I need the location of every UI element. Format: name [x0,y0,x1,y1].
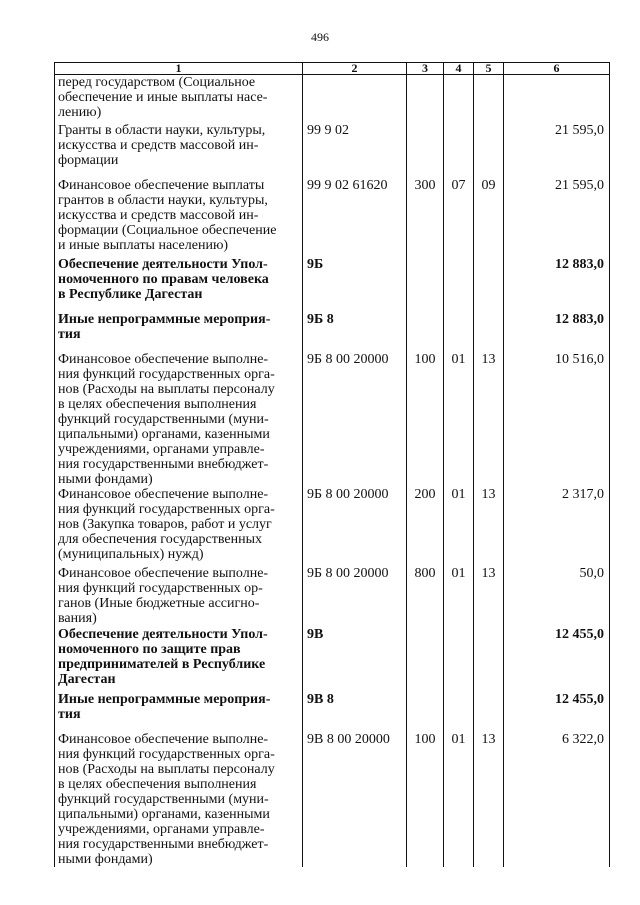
expense-type-cell [407,257,444,312]
amount-cell: 2 317,0 [504,487,610,566]
expense-name-line: в целях обеспечения выполнения [58,396,257,412]
expense-name-line: предпринимателей в Республике [58,656,266,672]
expense-type-cell: 100 [407,352,444,487]
subsection-cell: 13 [474,352,504,487]
budget-code-cell [303,75,407,123]
expense-name-line: ния функций государственных орга- [58,746,275,762]
column-header-1: 1 [55,63,303,75]
expense-name-cell [55,566,303,627]
table-row [55,178,610,257]
amount-cell [504,75,610,123]
expense-name-line: ния функций государственных ор- [58,580,263,596]
expense-name-line: учреждениями, органами управле- [58,821,265,837]
expense-name-line: ния государственными внебюджет- [58,456,269,472]
budget-code-cell: 9Б 8 00 20000 [303,352,407,487]
amount-cell: 12 455,0 [504,627,610,692]
column-header-2: 2 [303,63,407,75]
table-row [55,75,610,123]
section-cell: 01 [444,566,474,627]
expense-name-line: ными фондами) [58,471,153,487]
section-cell: 01 [444,352,474,487]
expense-name-line: грантов в области науки, культуры, [58,192,268,208]
expense-name-line: тия [58,326,81,342]
expense-name-line: Иные непрограммные мероприя- [58,311,271,327]
expense-name-cell [55,352,303,487]
expense-name-line: Иные непрограммные мероприя- [58,691,271,707]
expense-name-line: Обеспечение деятельности Упол- [58,626,268,642]
column-header-3: 3 [407,63,444,75]
subsection-cell: 13 [474,566,504,627]
expense-name-line: Финансовое обеспечение выполне- [58,486,269,502]
expense-name-line: (муниципальных) нужд) [58,546,204,562]
table-row [55,123,610,178]
table-row [55,566,610,627]
budget-code-cell: 9В [303,627,407,692]
section-cell [444,123,474,178]
expense-name-line: Финансовое обеспечение выполне- [58,565,269,581]
section-cell [444,75,474,123]
expense-name-cell [55,627,303,692]
expense-name-line: в целях обеспечения выполнения [58,776,257,792]
table-header-row [55,63,610,75]
table-row [55,627,610,692]
expense-name-cell [55,75,303,123]
page-number: 496 [311,30,329,44]
expense-name-line: ципальными) органами, казенными [58,806,270,822]
subsection-cell [474,75,504,123]
budget-code-cell: 9В 8 [303,692,407,732]
expense-name-line: учреждениями, органами управле- [58,441,265,457]
expense-name-line: функций государственными (муни- [58,411,269,427]
expense-name-line: нов (Расходы на выплаты персоналу [58,761,275,777]
expense-name-cell [55,732,303,867]
amount-cell: 6 322,0 [504,732,610,867]
expense-type-cell [407,75,444,123]
expense-name-cell [55,487,303,566]
expense-name-line: ципальными) органами, казенными [58,426,270,442]
table-row [55,257,610,312]
budget-table-body [55,75,610,867]
subsection-cell [474,312,504,352]
expense-name-line: ния государственными внебюджет- [58,836,269,852]
expense-name-line: вания) [58,610,97,626]
subsection-cell [474,257,504,312]
expense-name-line: номоченного по правам человека [58,271,269,287]
expense-type-cell: 300 [407,178,444,257]
expense-name-cell [55,312,303,352]
expense-type-cell [407,692,444,732]
section-cell: 01 [444,487,474,566]
budget-code-cell: 99 9 02 61620 [303,178,407,257]
expense-name-line: формации [58,152,119,168]
expense-name-line: в Республике Дагестан [58,286,203,302]
subsection-cell [474,692,504,732]
subsection-cell: 13 [474,487,504,566]
expense-name-cell [55,123,303,178]
table-row [55,732,610,867]
amount-cell: 12 883,0 [504,312,610,352]
expense-name-line: искусства и средств массовой ин- [58,207,259,223]
expense-name-cell [55,178,303,257]
expense-name-line: лению) [58,105,102,120]
column-header-4: 4 [444,63,474,75]
subsection-cell: 13 [474,732,504,867]
expense-name-cell [55,692,303,732]
expense-name-line: функций государственными (муни- [58,791,269,807]
budget-code-cell: 9В 8 00 20000 [303,732,407,867]
budget-code-cell: 9Б 8 [303,312,407,352]
expense-type-cell [407,123,444,178]
subsection-cell [474,627,504,692]
table-row [55,312,610,352]
expense-name-line: обеспечение и иные выплаты насе- [58,90,268,105]
expense-name-line: ния функций государственных орга- [58,366,275,382]
expense-name-line: ными фондами) [58,851,153,867]
amount-cell: 21 595,0 [504,123,610,178]
expense-name-line: ганов (Иные бюджетные ассигно- [58,595,260,611]
budget-code-cell: 9Б 8 00 20000 [303,566,407,627]
expense-name-line: перед государством (Социальное [58,75,256,90]
expense-name-line: Гранты в области науки, культуры, [58,122,266,138]
expense-name-line: нов (Закупка товаров, работ и услуг [58,516,272,532]
amount-cell: 21 595,0 [504,178,610,257]
expense-type-cell [407,627,444,692]
amount-cell: 10 516,0 [504,352,610,487]
section-cell [444,257,474,312]
expense-name-line: нов (Расходы на выплаты персоналу [58,381,275,397]
expense-name-line: Дагестан [58,671,116,687]
section-cell [444,627,474,692]
section-cell [444,692,474,732]
expense-type-cell: 200 [407,487,444,566]
budget-table [54,62,610,867]
table-row [55,352,610,487]
budget-code-cell: 9Б [303,257,407,312]
expense-name-line: Финансовое обеспечение выплаты [58,177,265,193]
expense-name-line: формации (Социальное обеспечение [58,222,277,238]
expense-name-line: искусства и средств массовой ин- [58,137,259,153]
expense-type-cell: 100 [407,732,444,867]
expense-name-line: для обеспечения государственных [58,531,262,547]
budget-code-cell: 9Б 8 00 20000 [303,487,407,566]
section-cell [444,312,474,352]
section-cell: 07 [444,178,474,257]
expense-name-line: Финансовое обеспечение выполне- [58,731,269,747]
section-cell: 01 [444,732,474,867]
expense-type-cell: 800 [407,566,444,627]
amount-cell: 12 455,0 [504,692,610,732]
expense-type-cell [407,312,444,352]
expense-name-line: Обеспечение деятельности Упол- [58,256,268,272]
subsection-cell [474,123,504,178]
amount-cell: 12 883,0 [504,257,610,312]
expense-name-line: номоченного по защите прав [58,641,241,657]
expense-name-line: и иные выплаты населению) [58,237,229,253]
table-row [55,487,610,566]
table-row [55,692,610,732]
budget-code-cell: 99 9 02 [303,123,407,178]
column-header-6: 6 [504,63,610,75]
column-header-5: 5 [474,63,504,75]
expense-name-line: тия [58,706,81,722]
amount-cell: 50,0 [504,566,610,627]
expense-name-line: ния функций государственных орга- [58,501,275,517]
expense-name-cell [55,257,303,312]
expense-name-line: Финансовое обеспечение выполне- [58,351,269,367]
subsection-cell: 09 [474,178,504,257]
